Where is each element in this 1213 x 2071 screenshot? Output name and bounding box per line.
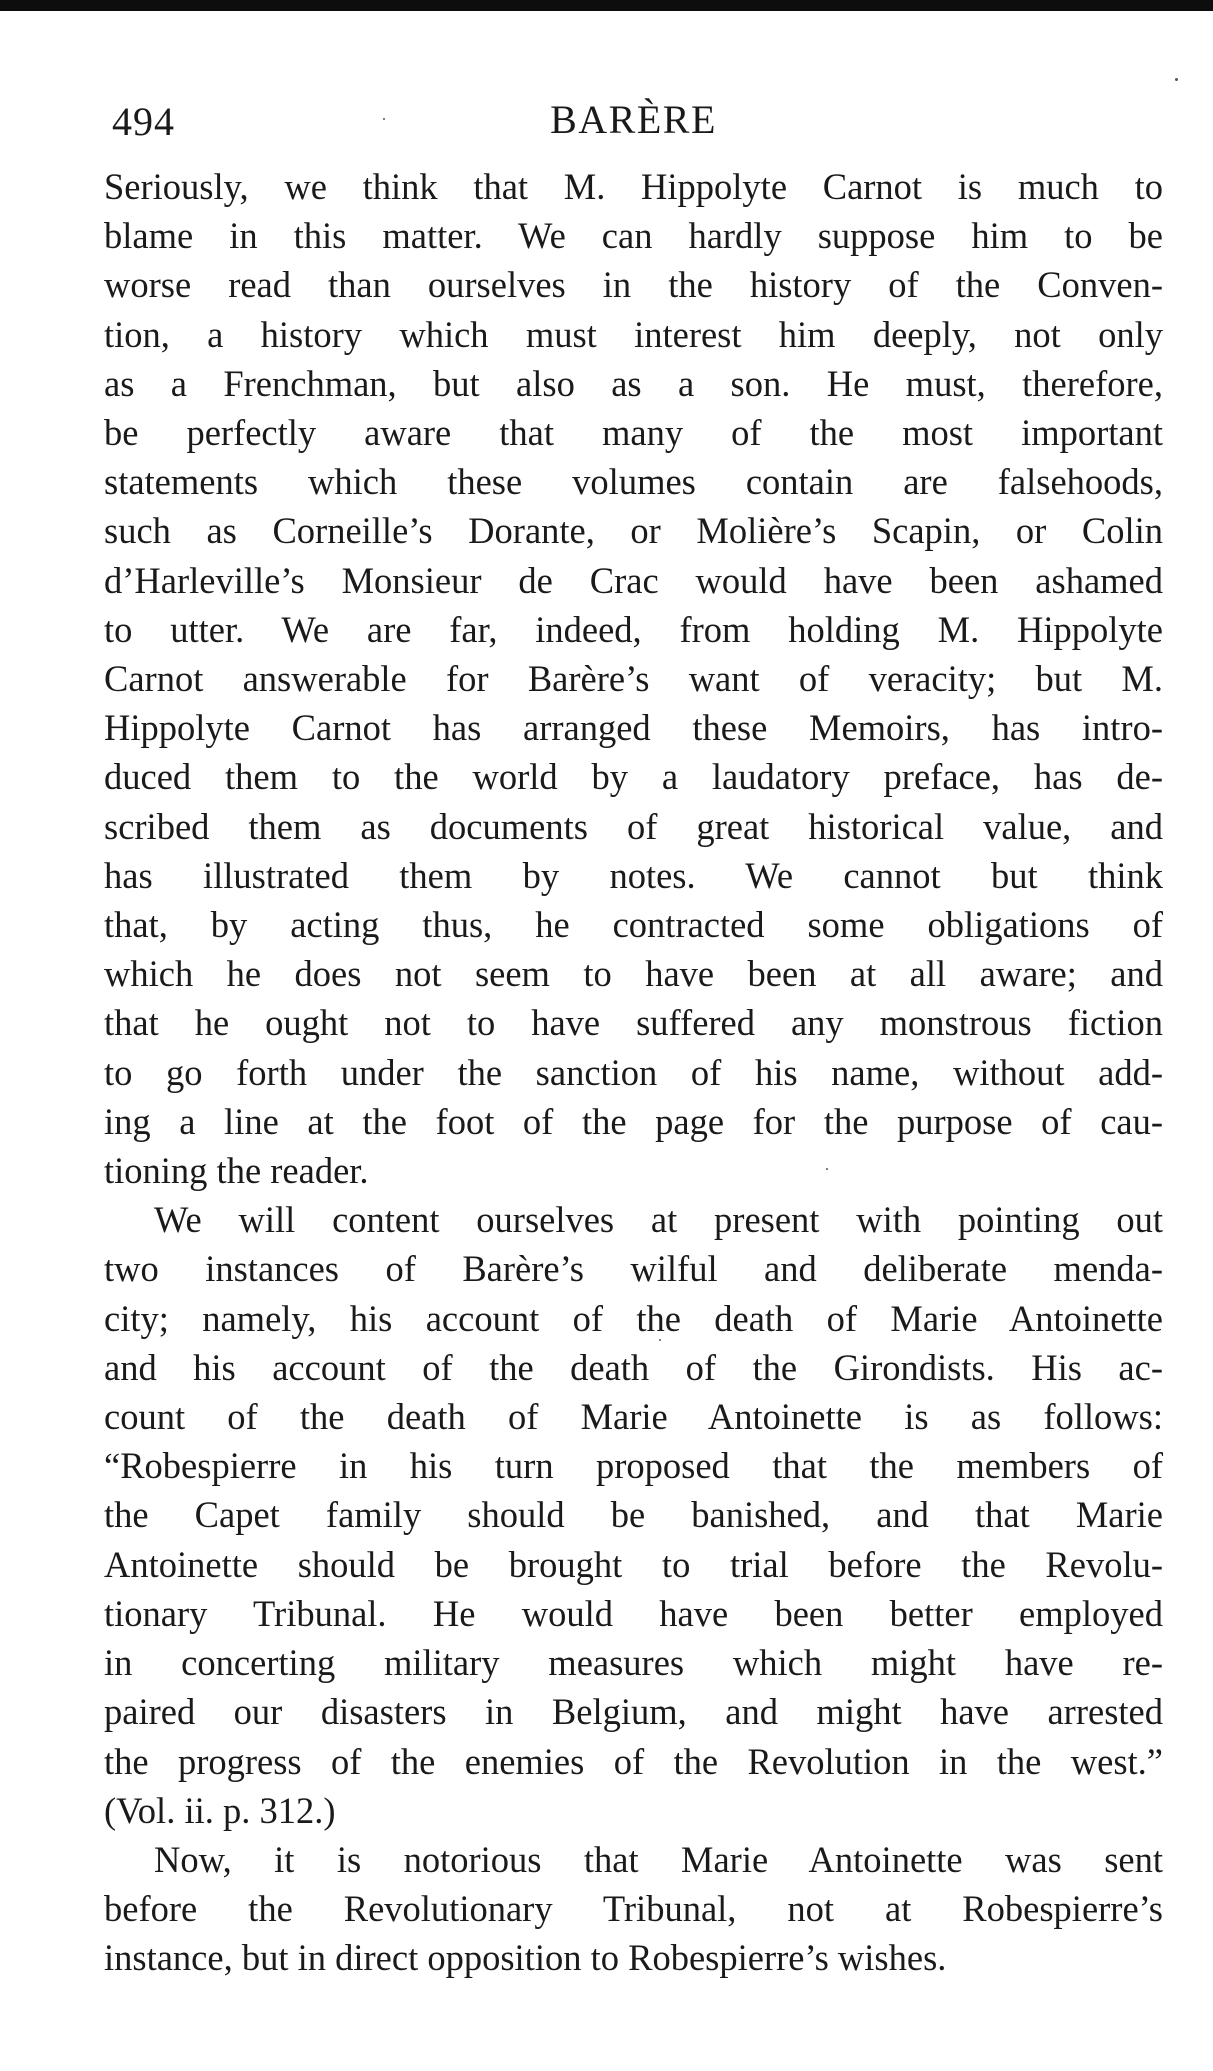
text-line: duced them to the world by a laudatory preface, has de- bbox=[104, 756, 1163, 798]
scan-speck bbox=[1175, 78, 1178, 81]
text-line: We will content ourselves at present with pointing out bbox=[154, 1199, 1163, 1241]
text-line: two instances of Barère’s wilful and deliberate menda- bbox=[104, 1248, 1163, 1290]
running-title: BARÈRE bbox=[550, 97, 717, 142]
text-line: count of the death of Marie Antoinette is as follows: bbox=[104, 1396, 1163, 1438]
text-line: as a Frenchman, but also as a son. He must, therefore, bbox=[104, 362, 1163, 404]
text-line: and his account of the death of the Girondists. His ac- bbox=[104, 1346, 1163, 1388]
text-line: ing a line at the foot of the page for the purpose of cau- bbox=[104, 1100, 1163, 1142]
text-line: “Robespierre in his turn proposed that the members of bbox=[104, 1445, 1163, 1487]
text-line: Seriously, we think that M. Hippolyte Carnot is much to bbox=[104, 166, 1163, 207]
running-head bbox=[104, 92, 1163, 156]
text-line: Antoinette should be brought to trial before the Revolu- bbox=[104, 1543, 1163, 1585]
paragraph-3 bbox=[104, 1835, 1163, 1983]
text-line: the Capet family should be banished, and that Marie bbox=[104, 1494, 1163, 1536]
scan-speck bbox=[659, 1339, 661, 1341]
text-line: the progress of the enemies of the Revolution in the west.” bbox=[104, 1740, 1163, 1782]
text-line: has illustrated them by notes. We cannot but think bbox=[104, 854, 1163, 896]
text-line: city; namely, his account of the death of Marie Antoinette bbox=[104, 1297, 1163, 1339]
book-page bbox=[104, 92, 1163, 1983]
text-line: paired our disasters in Belgium, and might have arrested bbox=[104, 1691, 1163, 1733]
text-line: tionary Tribunal. He would have been better employed bbox=[104, 1592, 1163, 1634]
scan-speck bbox=[826, 1168, 828, 1170]
text-line: d’Harleville’s Monsieur de Crac would have been ashamed bbox=[104, 559, 1163, 601]
text-line: instance, but in direct opposition to Robespierre’s wishes. bbox=[104, 1937, 947, 1979]
paragraph-1 bbox=[104, 162, 1163, 1195]
text-line: tioning the reader. bbox=[104, 1150, 369, 1192]
text-line: to utter. We are far, indeed, from holding M. Hippolyte bbox=[104, 608, 1163, 650]
text-line: in concerting military measures which might have re- bbox=[104, 1642, 1163, 1684]
text-line: Now, it is notorious that Marie Antoinette was sent bbox=[154, 1838, 1163, 1880]
text-line: to go forth under the sanction of his name, without add- bbox=[104, 1051, 1163, 1093]
text-line: statements which these volumes contain are falsehoods, bbox=[104, 461, 1163, 503]
text-line: (Vol. ii. p. 312.) bbox=[104, 1789, 336, 1831]
text-line: before the Revolutionary Tribunal, not at Robespierre’s bbox=[104, 1888, 1163, 1930]
text-line: that he ought not to have suffered any monstrous fiction bbox=[104, 1002, 1163, 1044]
top-edge-rule bbox=[0, 0, 1213, 11]
text-line: such as Corneille’s Dorante, or Molière’s Scapin, or Colin bbox=[104, 510, 1163, 552]
page-number: 494 bbox=[112, 99, 175, 144]
text-line: Carnot answerable for Barère’s want of veracity; but M. bbox=[104, 658, 1163, 700]
body-text bbox=[104, 162, 1163, 1983]
text-line: scribed them as documents of great historical value, and bbox=[104, 805, 1163, 847]
text-line: blame in this matter. We can hardly suppose him to be bbox=[104, 215, 1163, 257]
text-line: which he does not seem to have been at all aware; and bbox=[104, 953, 1163, 995]
text-line: Hippolyte Carnot has arranged these Memoirs, has intro- bbox=[104, 707, 1163, 749]
text-line: worse read than ourselves in the history of the Conven- bbox=[104, 264, 1163, 306]
text-line: be perfectly aware that many of the most important bbox=[104, 412, 1163, 454]
text-line: tion, a history which must interest him deeply, not only bbox=[104, 313, 1163, 355]
paragraph-2 bbox=[104, 1195, 1163, 1835]
scan-speck bbox=[383, 118, 385, 120]
text-line: that, by acting thus, he contracted some obligations of bbox=[104, 904, 1163, 946]
